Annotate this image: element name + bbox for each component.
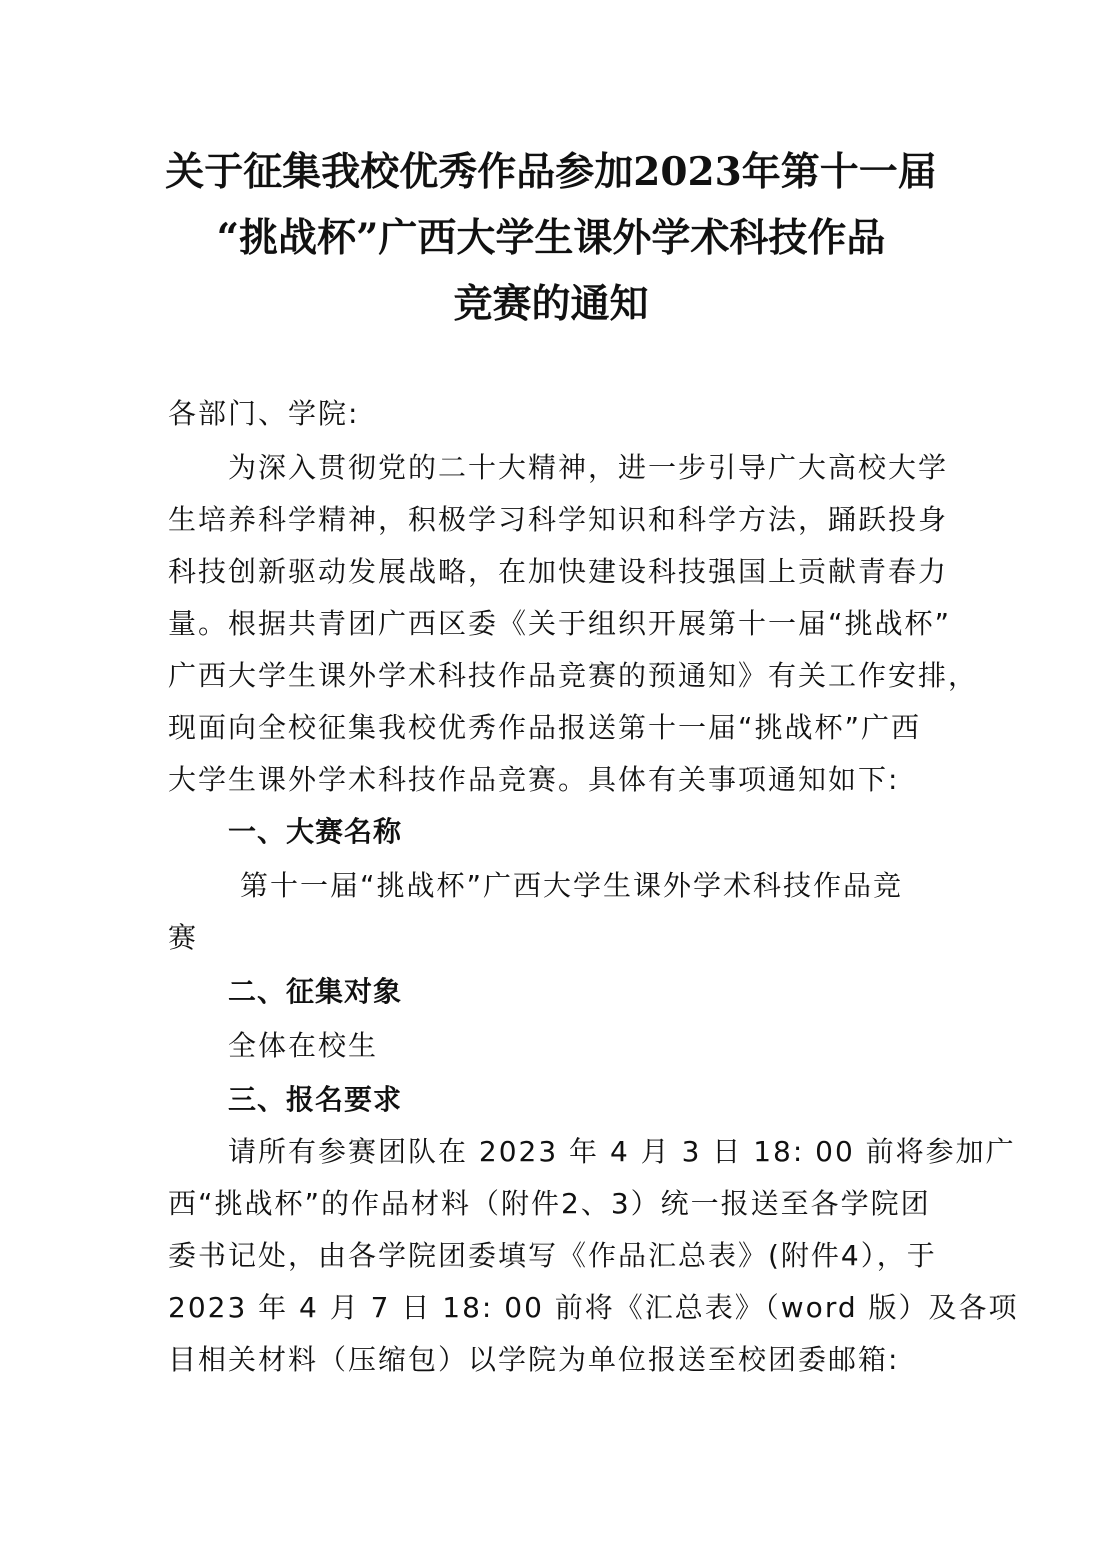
- intro-line-4: 量。根据共青团广西区委《关于组织开展第十一届“挑战杯”: [168, 607, 952, 640]
- section-3-heading: 三、报名要求: [228, 1083, 403, 1116]
- document-title-line-3: 竞赛的通知: [453, 281, 649, 327]
- intro-line-7: 大学生课外学术科技作品竞赛。具体有关事项通知如下:: [168, 763, 900, 796]
- intro-line-6: 现面向全校征集我校优秀作品报送第十一届“挑战杯”广西: [168, 711, 922, 744]
- section-3-line-2: 西“挑战杯”的作品材料（附件2、3）统一报送至各学院团: [168, 1187, 931, 1220]
- section-1-heading: 一、大赛名称: [228, 815, 403, 848]
- section-3-line-5: 目相关材料（压缩包）以学院为单位报送至校团委邮箱:: [168, 1343, 900, 1376]
- document-title-line-2: “挑战杯”广西大学生课外学术科技作品: [216, 215, 886, 261]
- intro-line-5: 广西大学生课外学术科技作品竞赛的预通知》有关工作安排，: [168, 659, 979, 692]
- section-3-line-3: 委书记处，由各学院团委填写《作品汇总表》(附件4），于: [168, 1239, 937, 1272]
- document-title-line-1: 关于征集我校优秀作品参加2023年第十一届: [165, 149, 937, 195]
- intro-line-1: 为深入贯彻党的二十大精神，进一步引导广大高校大学: [228, 451, 949, 484]
- section-2-line-1: 全体在校生: [228, 1029, 379, 1062]
- section-3-line-4: 2023 年 4 月 7 日 18: 00 前将《汇总表》（word 版）及各项: [168, 1291, 1019, 1324]
- section-1-line-2: 赛: [168, 921, 199, 954]
- intro-line-3: 科技创新驱动发展战略，在加快建设科技强国上贡献青春力: [168, 555, 949, 588]
- salutation: 各部门、学院:: [168, 397, 360, 430]
- section-3-line-1: 请所有参赛团队在 2023 年 4 月 3 日 18: 00 前将参加广: [228, 1135, 1016, 1168]
- section-2-heading: 二、征集对象: [228, 975, 403, 1008]
- section-1-line-1: 第十一届“挑战杯”广西大学生课外学术科技作品竞: [240, 869, 904, 902]
- intro-line-2: 生培养科学精神，积极学习科学知识和科学方法，踊跃投身: [168, 503, 949, 536]
